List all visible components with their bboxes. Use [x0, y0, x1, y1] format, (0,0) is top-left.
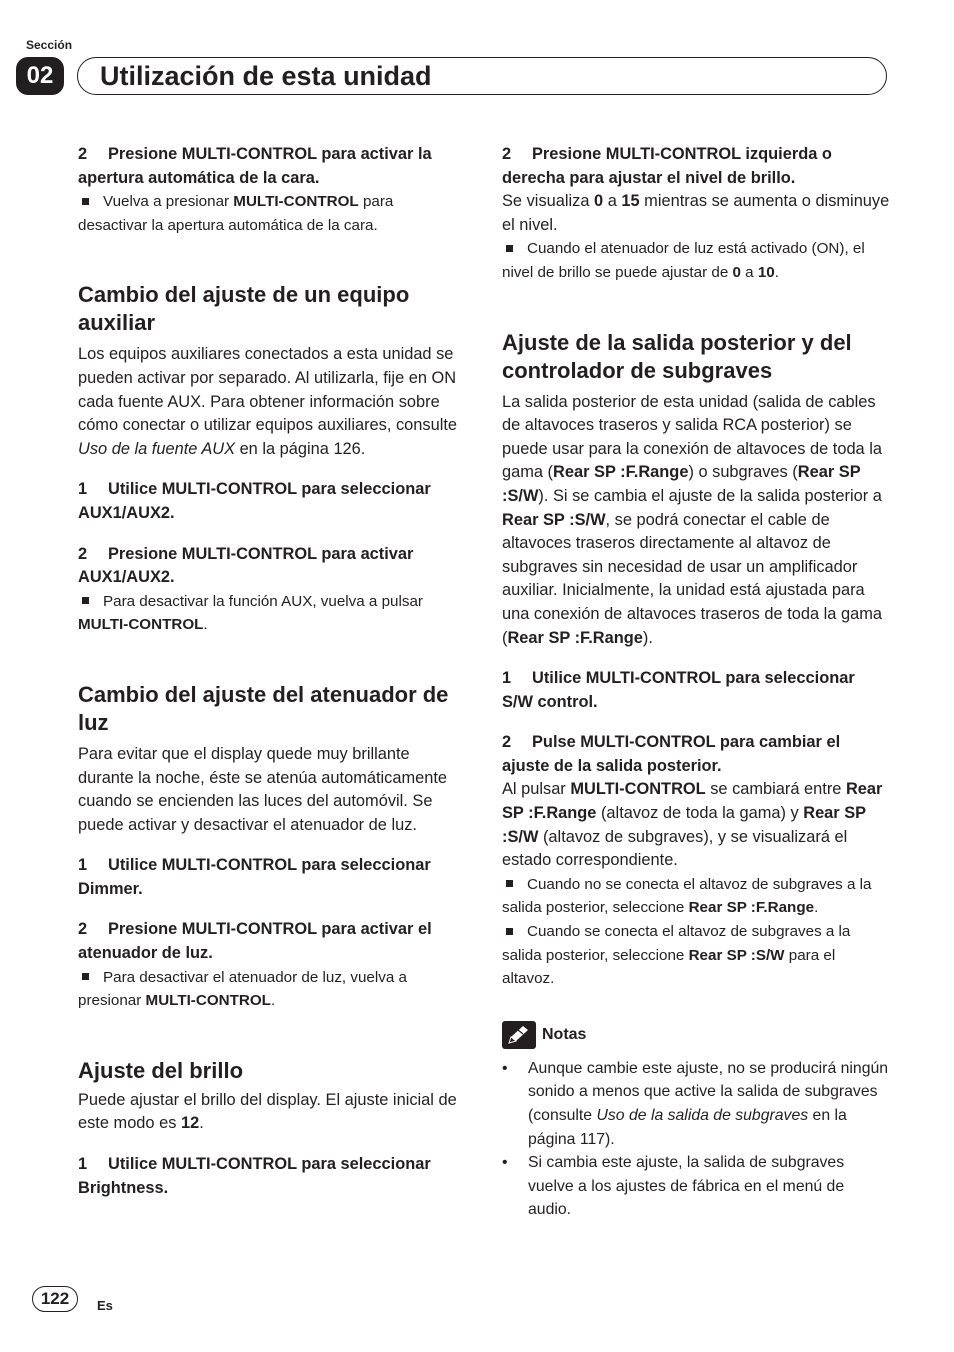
step-number: 2: [502, 733, 512, 752]
bullet-dot: •: [502, 1154, 508, 1172]
body-text: Al pulsar: [502, 780, 571, 799]
step-text: Utilice MULTI-CONTROL para seleccionar Brightness.: [78, 1155, 431, 1197]
note-text: Cuando se conecta el altavoz de subgraves a la salida posterior, seleccione: [502, 923, 851, 964]
body-bold: Rear SP :S/W: [502, 804, 866, 846]
section-label: Sección: [26, 38, 73, 52]
cross-reference: Uso de la salida de subgraves: [596, 1107, 809, 1124]
step-text: Utilice MULTI-CONTROL para seleccionar AUX1/AUX2.: [78, 480, 431, 522]
pencil-icon: [502, 1021, 536, 1049]
body-text: mientras se aumenta o disminuye el nivel.: [502, 192, 890, 234]
note-text: .: [774, 263, 779, 281]
note-text: Cuando el atenuador de luz está activado (ON), el nivel de brillo se puede ajustar de: [502, 240, 865, 281]
step-text: Utilice MULTI-CONTROL para seleccionar Dimmer.: [78, 856, 431, 898]
body-bold: 0: [594, 192, 604, 211]
body-text: ) o subgraves (: [688, 463, 798, 482]
note-text: para el altavoz.: [502, 946, 836, 988]
body-bold: Rear SP :S/W: [502, 463, 861, 505]
body-text: a: [603, 192, 622, 211]
notes-bullet-1: [502, 1057, 890, 1151]
body-bold: Rear SP :F.Range: [507, 628, 643, 647]
note-text: .: [203, 616, 208, 634]
step-number: 2: [502, 145, 512, 163]
square-bullet-icon: [506, 880, 513, 887]
cross-reference: Uso de la fuente AUX: [78, 439, 236, 458]
step-text: Presione MULTI-CONTROL para activar la apertura automática de la cara.: [78, 145, 432, 187]
step-text: Presione MULTI-CONTROL izquierda o derecha para ajustar el nivel de brillo.: [502, 145, 832, 187]
note-face-open: [78, 190, 466, 237]
square-bullet-icon: [82, 198, 89, 205]
step-brightness-select: [78, 1153, 466, 1200]
body-text: La salida posterior de esta unidad (salida de cables de altavoces traseros y salida RCA posterior) se puede usar para la conexión de altavoces de toda la gama (: [502, 392, 882, 482]
note-text: .: [270, 992, 276, 1010]
note-rear-subwoofer: [502, 920, 890, 991]
body-bold: MULTI-CONTROL: [570, 780, 706, 799]
note-text: a: [740, 263, 758, 281]
step-rear-change: [502, 731, 890, 778]
body-text: .: [199, 1114, 204, 1133]
note-bold: MULTI-CONTROL: [78, 616, 204, 634]
bullet-dot: •: [502, 1059, 508, 1077]
paragraph-aux: [78, 343, 466, 461]
body-text: Puede ajustar el brillo del display. El ajuste inicial de este modo es: [78, 1090, 457, 1133]
step-text: Pulse MULTI-CONTROL para cambiar el ajuste de la salida posterior.: [502, 733, 841, 775]
heading-brightness: Ajuste del brillo: [78, 1057, 244, 1083]
note-dimmer: [78, 966, 466, 1013]
step-number: 1: [78, 480, 88, 499]
step-number: 2: [78, 920, 88, 939]
paragraph-rear-output: [502, 391, 890, 651]
step-brightness-adjust: [502, 143, 890, 190]
step-text: Utilice MULTI-CONTROL para seleccionar S/W control.: [502, 669, 855, 711]
note-text: Cuando no se conecta el altavoz de subgraves a la salida posterior, seleccione: [502, 875, 872, 917]
step-dimmer-activate: [78, 918, 466, 965]
note-rear-fullrange: [502, 873, 890, 920]
square-bullet-icon: [82, 973, 89, 980]
note-text: para desactivar la apertura automática de la cara.: [78, 193, 394, 234]
note-text: .: [814, 899, 819, 917]
body-bold: Rear SP :S/W: [502, 510, 606, 529]
note-bold: MULTI-CONTROL: [145, 992, 271, 1010]
note-text: Vuelva a presionar: [103, 193, 234, 211]
step-face-open: [78, 143, 466, 190]
note-text: Para desactivar la función AUX, vuelva a pulsar: [103, 592, 423, 610]
paragraph-brightness: [78, 1089, 466, 1136]
bullet-text: Aunque cambie este ajuste, no se producirá ningún sonido a menos que active la salida de subgraves (consulte: [528, 1059, 889, 1124]
bullet-text: en la página 117).: [528, 1107, 847, 1148]
step-aux-activate: [78, 543, 466, 590]
step-text: Presione MULTI-CONTROL para activar el atenuador de luz.: [78, 920, 432, 963]
right-column: [502, 143, 890, 1222]
square-bullet-icon: [506, 245, 513, 252]
body-text: (altavoz de toda la gama) y: [596, 804, 804, 823]
note-aux: [78, 590, 466, 637]
step-number: 2: [78, 145, 88, 163]
notes-bullet-2: [502, 1151, 890, 1222]
body-text: Se visualiza: [502, 192, 595, 211]
notes-label: Notas: [542, 1026, 587, 1044]
step-sw-select: [502, 667, 890, 714]
step-number: 1: [78, 1155, 88, 1174]
body-text: Los equipos auxiliares conectados a esta unidad se pueden activar por separado. Al utilizarla, fije en ON cada fuente AUX. Para obtener información sobre cómo conectar o utilizar equipos auxiliares, consulte: [78, 345, 458, 435]
heading-dimmer: Cambio del ajuste del atenuador de luz: [78, 681, 449, 735]
body-bold: 12: [180, 1114, 200, 1133]
notes-heading: [502, 1021, 890, 1049]
note-brightness: [502, 237, 890, 284]
heading-aux: Cambio del ajuste de un equipo auxiliar: [78, 282, 410, 336]
step-dimmer-select: [78, 854, 466, 901]
note-bold: Rear SP :F.Range: [688, 899, 815, 917]
bullet-text: Si cambia este ajuste, la salida de subgraves vuelve a los ajustes de fábrica en el menú de audio.: [528, 1154, 845, 1219]
chapter-header: [77, 57, 887, 95]
body-text: en la página 126.: [235, 439, 366, 458]
body-text: , se podrá conectar el cable de altavoces traseros directamente al altavoz de subgraves sin necesidad de usar un amplificador auxiliar. Inicialmente, la unidad está ajustada para una conexión de altavoces traseros de toda la gama (: [502, 510, 882, 647]
paragraph-rear-info: [502, 778, 890, 872]
heading-rear-output: Ajuste de la salida posterior y del controlador de subgraves: [502, 329, 852, 383]
step-aux-select: [78, 478, 466, 525]
paragraph-brightness-info: [502, 190, 890, 237]
square-bullet-icon: [506, 928, 513, 935]
note-text: Para desactivar el atenuador de luz, vuelva a presionar: [78, 968, 407, 1010]
note-bold: 10: [757, 263, 775, 281]
note-bold: Rear SP :S/W: [688, 946, 785, 964]
step-text: Presione MULTI-CONTROL para activar AUX1/AUX2.: [78, 544, 414, 587]
body-bold: Rear SP :F.Range: [553, 463, 689, 482]
note-bold: 0: [732, 263, 741, 281]
body-text: ).: [642, 628, 653, 647]
step-number: 1: [502, 669, 512, 688]
square-bullet-icon: [82, 597, 89, 604]
step-number: 2: [78, 544, 88, 563]
body-text: (altavoz de subgraves), y se visualizará el estado correspondiente.: [502, 827, 848, 870]
body-text: se cambiará entre: [705, 780, 846, 799]
section-number-badge: 02: [16, 57, 64, 95]
step-number: 1: [78, 856, 88, 875]
page-title: Utilización de esta unidad: [100, 61, 432, 91]
note-bold: MULTI-CONTROL: [233, 193, 359, 211]
left-column: [78, 143, 466, 1200]
page-number: 122: [32, 1286, 78, 1312]
language-code: Es: [97, 1298, 113, 1313]
body-text: ). Si se cambia el ajuste de la salida posterior a: [538, 486, 882, 505]
body-bold: 15: [621, 192, 640, 211]
paragraph-dimmer: Para evitar que el display quede muy brillante durante la noche, éste se atenúa automáticamente cuando se encienden las luces del automóvil. Se puede activar y desactivar el atenuador de luz.: [78, 744, 448, 834]
body-bold: Rear SP :F.Range: [502, 780, 883, 823]
